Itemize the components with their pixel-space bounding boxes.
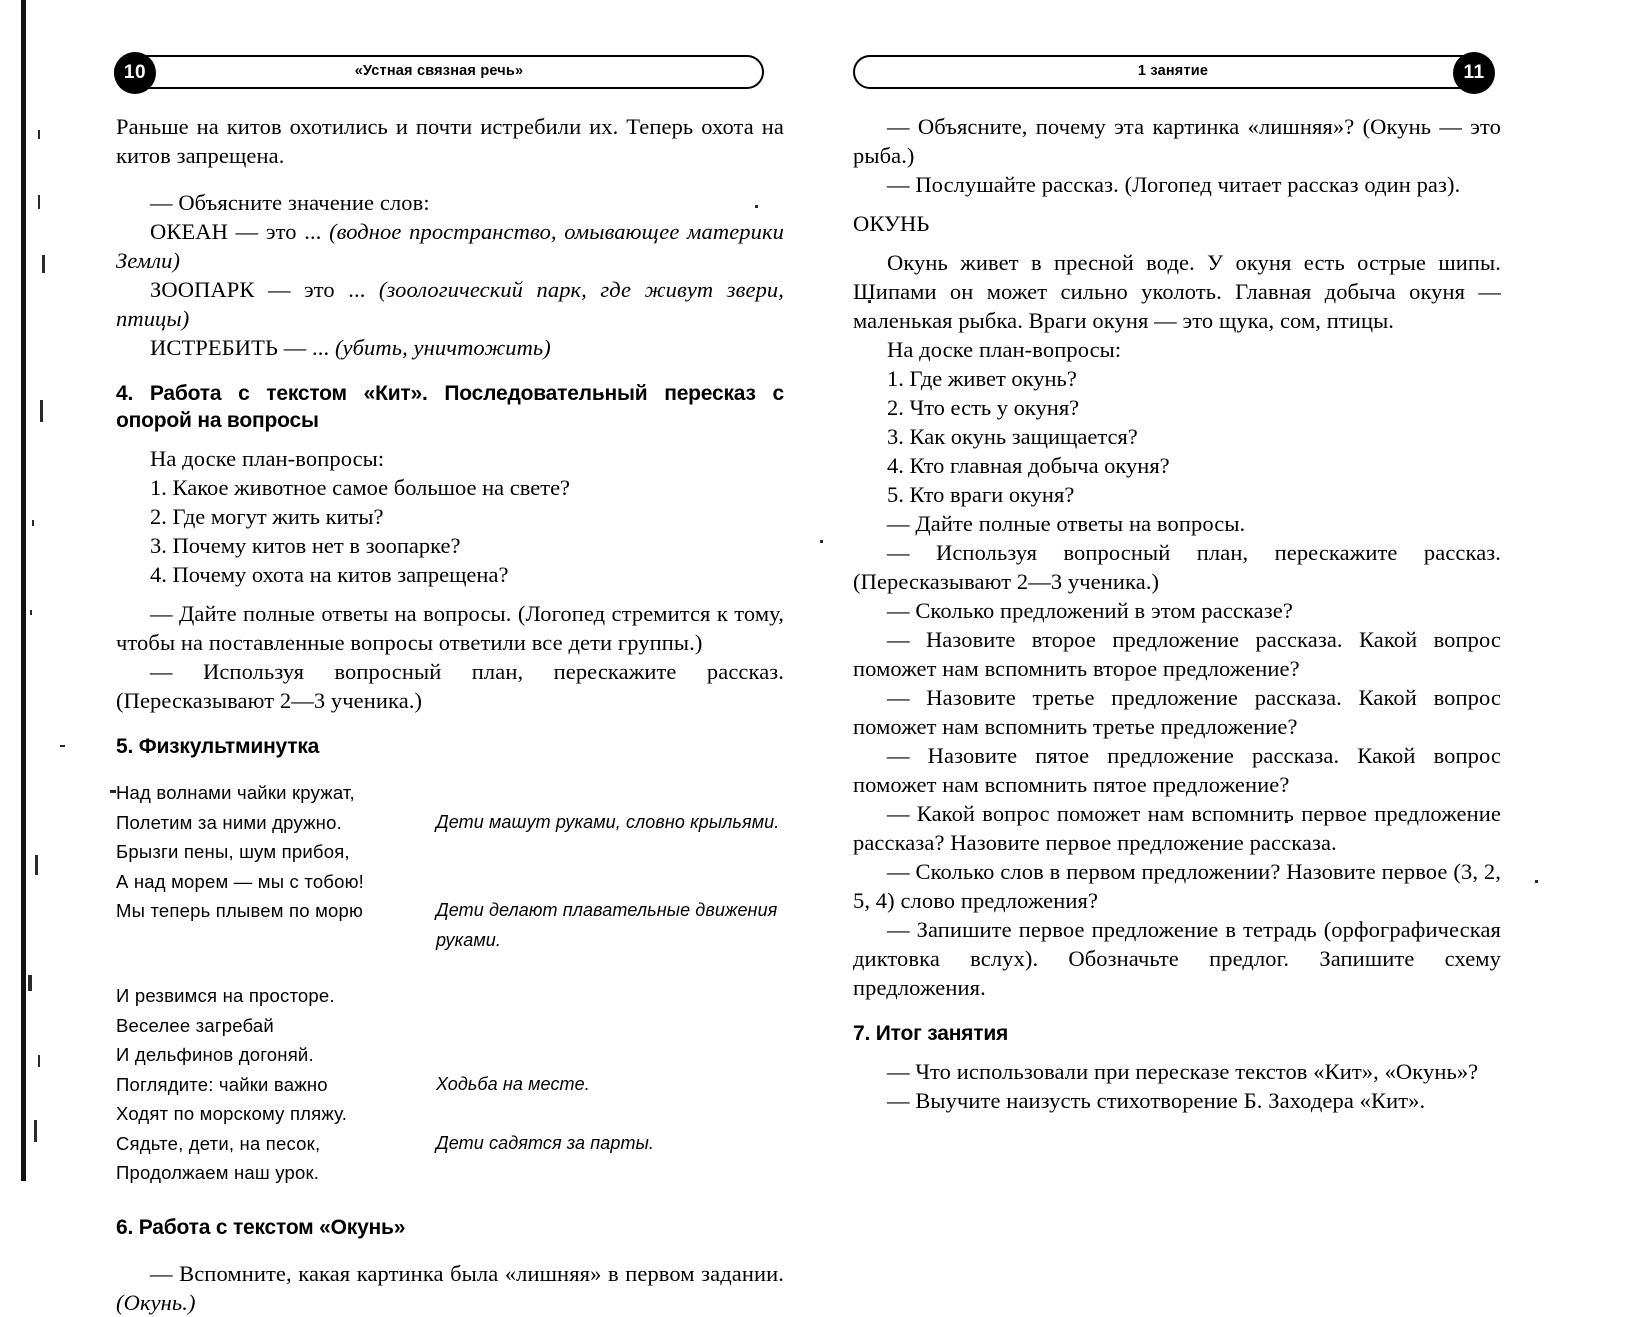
summary-instruction-item: — Что использовали при пересказе текстов «Кит», «Окунь»?: [887, 1059, 1479, 1084]
right-page-body: [853, 112, 1501, 1115]
poem-actions-column: [428, 981, 784, 1188]
instruction-recall-answer: (Окунь.): [116, 1289, 196, 1315]
summary-instruction-item: — Выучите наизусть стихотворение Б. Заходера «Кит».: [887, 1088, 1426, 1113]
instruction-item: — Сколько слов в первом предложении? Назовите первое (3, 2, 5, 4) слово предложения?: [853, 859, 1501, 913]
plan-question-item: 4. Кто главная добыча окуня?: [887, 453, 1170, 478]
plan-question-item: 5. Кто враги окуня?: [887, 482, 1075, 507]
plan-question-item: 4. Почему охота на китов запрещена?: [150, 562, 509, 587]
plan-question-item: 1. Где живет окунь?: [887, 366, 1077, 391]
word-term-destroy: ИСТРЕБИТЬ — ...: [150, 335, 330, 360]
page-number-badge-right: 11: [1453, 52, 1495, 94]
poem-line: Полетим за ними дружно.: [116, 811, 342, 833]
plan-intro-okun: На доске план-вопросы:: [887, 337, 1122, 362]
word-entry-ocean: [116, 217, 784, 275]
story-title: ОКУНЬ: [853, 211, 930, 236]
poem-line: А над морем — мы с тобою!: [116, 870, 365, 892]
instruction-item: — Используя вопросный план, перескажите рассказ. (Пересказывают 2—3 ученика.): [853, 540, 1501, 594]
poem-row: [116, 778, 784, 955]
plan-intro-kit: На доске план-вопросы:: [150, 446, 385, 471]
instruction-item: — Дайте полные ответы на вопросы.: [887, 511, 1246, 536]
poem-line: Мы теперь плывем по морю: [116, 900, 364, 921]
left-page-body: [116, 112, 784, 1317]
word-term-ocean: ОКЕАН — это ...: [150, 219, 322, 244]
running-head-title: «Устная связная речь»: [354, 63, 524, 79]
instruction-listen-story: — Послушайте рассказ. (Логопед читает рассказ один раз).: [887, 172, 1461, 197]
instruction-item: — Назовите пятое предложение рассказа. Какой вопрос поможет нам вспомнить пятое предложение?: [853, 743, 1501, 797]
poem-line: И резвимся на просторе.: [116, 985, 335, 1006]
running-head-title: 1 занятие: [1137, 63, 1209, 79]
right-page: [845, 0, 1545, 1181]
instruction-item: — Сколько предложений в этом рассказе?: [887, 598, 1293, 623]
poem-action: Дети садятся за парты.: [436, 1132, 655, 1153]
physical-minute-stanza-1: [116, 778, 784, 955]
word-answer-destroy: (убить, уничтожить): [334, 335, 551, 360]
section-heading-7: 7. Итог занятия: [853, 1022, 1009, 1045]
plan-question-list-kit: [116, 473, 784, 589]
instruction-explain-extra-picture: — Объясните, почему эта картинка «лишняя»? (Окунь — это рыба.): [853, 114, 1501, 168]
poem-line: Продолжаем наш урок.: [116, 1162, 320, 1183]
word-entry-zoo: [116, 275, 784, 333]
left-running-head: [92, 55, 764, 91]
left-page: [92, 0, 792, 1315]
section-heading-4: 4. Работа с текстом «Кит». Последовательный пересказ с опорой на вопросы: [116, 382, 784, 432]
page-number-badge-left: 10: [114, 52, 156, 94]
word-term-zoo: ЗООПАРК — это ...: [150, 277, 366, 302]
poem-lines-column: [116, 778, 428, 955]
physical-minute-stanza-2: [116, 981, 784, 1188]
poem-action: Дети машут руками, словно крыльями.: [436, 811, 780, 832]
poem-row: [116, 981, 784, 1188]
instruction-item: — Назовите третье предложение рассказа. Какой вопрос поможет нам вспомнить третье предложение?: [853, 685, 1501, 739]
section-heading-6: 6. Работа с текстом «Окунь»: [116, 1215, 406, 1239]
plan-question-item: 3. Почему китов нет в зоопарке?: [150, 533, 461, 558]
word-entry-destroy: [116, 333, 784, 362]
poem-line: Поглядите: чайки важно: [116, 1073, 328, 1095]
plan-question-item: 1. Какое животное самое большое на свете?: [150, 475, 571, 500]
instruction-full-answers: — Дайте полные ответы на вопросы. (Логопед стремится к тому, чтобы на поставленные вопросы ответили все дети группы.): [116, 601, 784, 655]
poem-actions-column: [428, 778, 784, 955]
instruction-recall-text: — Вспомните, какая картинка была «лишняя» в первом задании.: [150, 1260, 784, 1286]
plan-question-item: 3. Как окунь защищается?: [887, 424, 1138, 449]
word-answer-zoo: (зоологический парк, где живут звери, птицы): [116, 277, 784, 331]
poem-line: Веселее загребай: [116, 1014, 274, 1036]
instruction-retell-kit: — Используя вопросный план, перескажите рассказ. (Пересказывают 2—3 ученика.): [116, 659, 784, 713]
poem-line: Брызги пены, шум прибоя,: [116, 841, 350, 862]
right-running-head: [845, 55, 1505, 91]
poem-action: Ходьба на месте.: [436, 1073, 590, 1094]
plan-question-item: 2. Где могут жить киты?: [150, 504, 384, 529]
instruction-explain-words: — Объясните значение слов:: [150, 190, 430, 215]
instruction-item: — Какой вопрос поможет нам вспомнить первое предложение рассказа? Назовите первое предложение рассказа.: [853, 801, 1501, 855]
section-heading-5: 5. Физкультминутка: [116, 735, 320, 758]
poem-lines-column: [116, 981, 428, 1188]
poem-line: И дельфинов догоняй.: [116, 1044, 314, 1065]
poem-line: Ходят по морскому пляжу.: [116, 1103, 348, 1124]
poem-line: Над волнами чайки кружат,: [116, 782, 355, 803]
word-answer-ocean: (водное пространство, омывающее материки Земли): [116, 219, 784, 273]
poem-line: Сядьте, дети, на песок,: [116, 1132, 321, 1154]
story-text: Окунь живет в пресной воде. У окуня есть острые шипы. Шипами он может сильно уколоть. Главная добыча окуня — маленькая рыбка. Враги окуня — это щука, сом, птицы.: [853, 250, 1501, 333]
paragraph-intro: Раньше на китов охотились и почти истребили их. Теперь охота на китов запрещена.: [116, 114, 784, 168]
poem-action: Дети делают плавательные движения руками.: [436, 900, 778, 950]
plan-question-item: 2. Что есть у окуня?: [887, 395, 1080, 420]
instruction-recall-picture: [116, 1259, 784, 1317]
plan-question-list-okun: [853, 364, 1501, 509]
instruction-item: — Запишите первое предложение в тетрадь (орфографическая диктовка вслух). Обозначьте предлог. Запишите схему предложения.: [853, 917, 1501, 1000]
instruction-item: — Назовите второе предложение рассказа. Какой вопрос поможет нам вспомнить второе предложение?: [853, 627, 1501, 681]
